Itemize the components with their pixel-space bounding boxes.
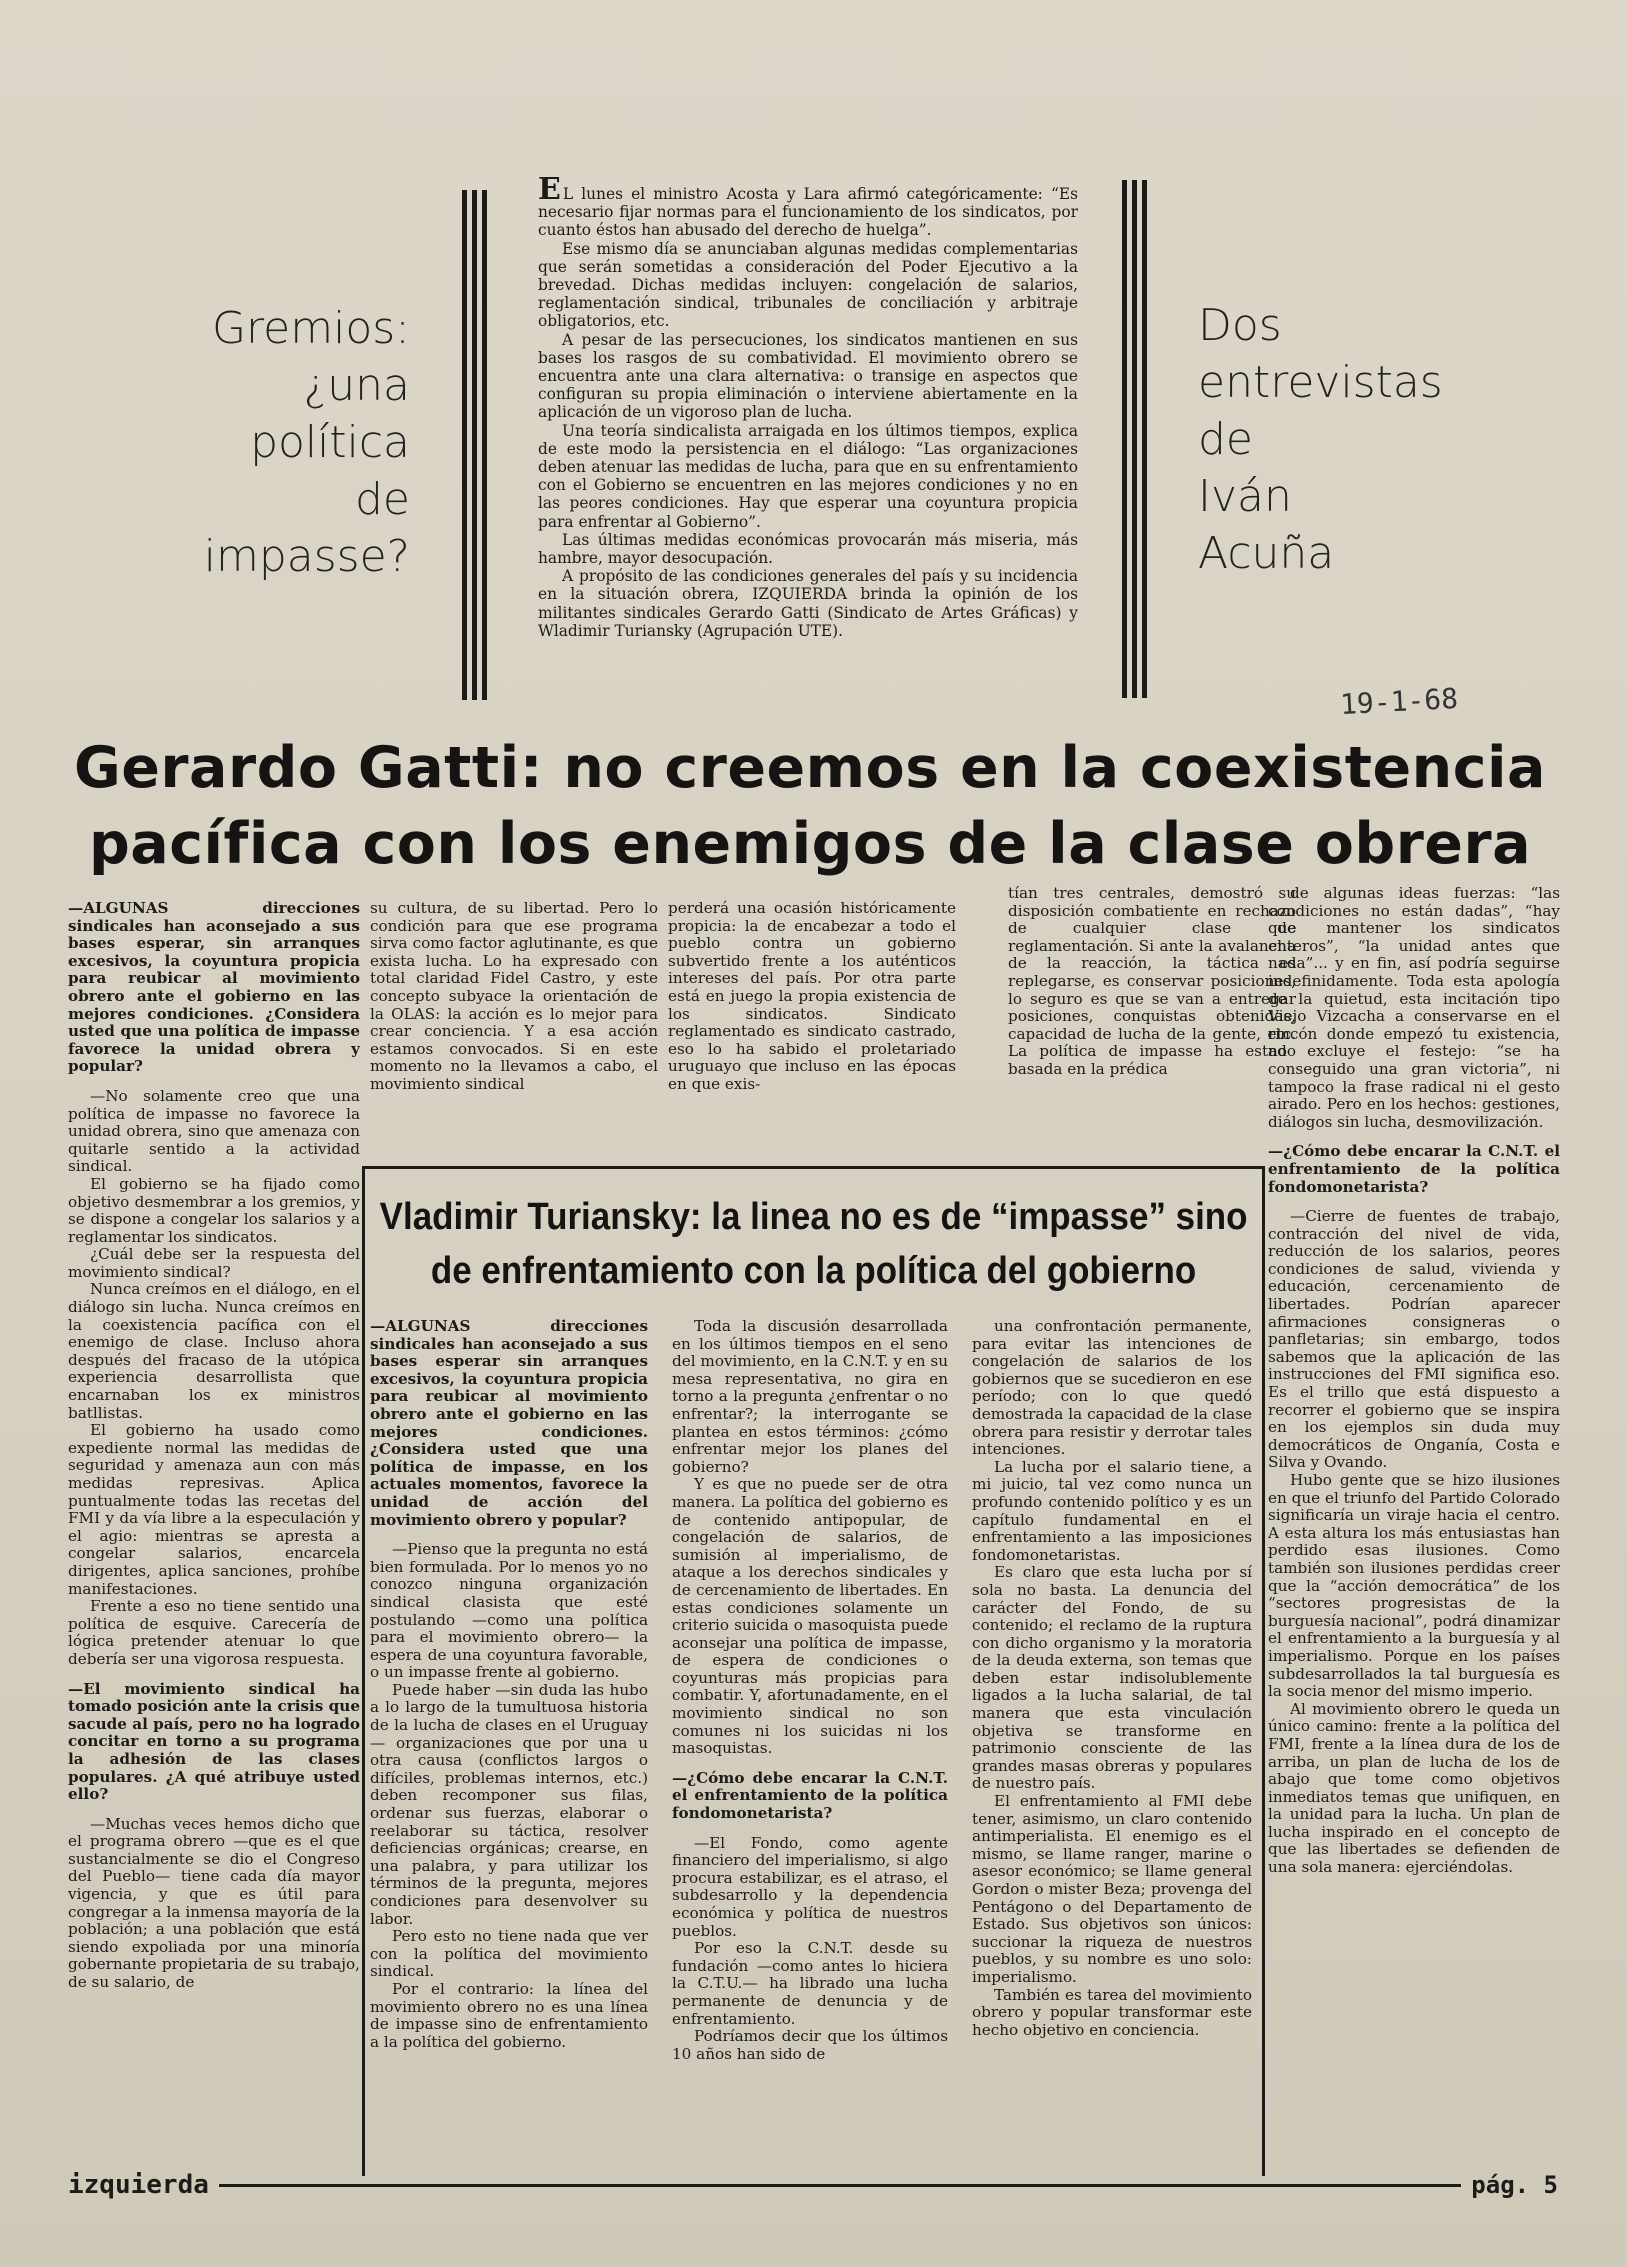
article-paragraph: Puede haber —sin duda las hubo a lo largo de la tumultuosa historia de la lucha de clases en el Uruguay— organizaciones que por una u otra causa (conflictos largos o difíciles, problemas internos, etc.) deben recomponer sus filas, ordenar sus fuerzas, elaborar o reelaborar su táctica, resolver deficiencias orgánicas; crearse, en una palabra, y para utilizar los términos de la pregunta, mejores condiciones para desenvolver su labor. [370,1680,648,1928]
article-paragraph: El gobierno ha usado como expediente normal las medidas de seguridad y amenaza aun con más medidas represivas. Aplica puntualmente todas las recetas del FMI y da vía libre a la especulación y el agio: mientras se apresta a congelar salarios, encarcela dirigentes, aplica sanciones, prohíbe manifestaciones. [68,1421,360,1598]
article-paragraph: Pero esto no tiene nada que ver con la política del movimiento sindical. [370,1927,648,1981]
gatti-column-4 [1008,885,1296,1162]
kicker-title [190,300,410,585]
interview-question: —ALGUNAS direcciones sindicales han aconsejado a sus bases esperar sin arranques excesivos, la coyuntura propicia para reubicar al movimiento obrero ante el gobierno en las mejores condiciones. ¿Considera usted que una política de impasse, en los actuales momentos, favorece la unidad de acción del movimiento obrero y popular? [370,1318,648,1529]
interview-question: —ALGUNAS direcciones sindicales han aconsejado a sus bases esperar, sin arranques excesivos, la coyuntura propicia para reubicar al movimiento obrero ante el gobierno en las mejores condiciones. ¿Considera usted que una política de impasse favorece la unidad obrera y popular? [68,900,360,1076]
turiansky-headline: Vladimir Turiansky: la linea no es de “impasse” sino de enfrentamiento con la política del gobierno [379,1196,1248,1292]
page-footer [68,2170,1558,2200]
gatti-column-5 [1268,885,1560,2157]
byline-line: Iván [1198,471,1292,522]
article-paragraph: Y es que no puede ser de otra manera. La política del gobierno es de contenido antipopular, de congelación de salarios, de sumisión al imperialismo, de ataque a los derechos sindicales y de cercenamiento de libertades. En estas condiciones solamente un criterio suicida o masoquista puede aconsejar una política de impasse, de espera de condiciones o coyunturas más propicias para combatir. Y, afortunadamente, en el movimiento sindical no son comunes ni los suicidas ni los masoquistas. [672,1475,948,1758]
kicker-line: política [250,417,410,468]
kicker-line: Gremios: [211,303,410,354]
byline-line: Acuña [1198,528,1335,579]
intro-paragraph: A pesar de las persecuciones, los sindicatos mantienen en sus bases los rasgos de su combatividad. El movimiento obrero se encuentra ante una clara alternativa: o transige en aspectos que configuran su propia eliminación o interviene abiertamente en la aplicación de un vigoroso plan de lucha. [538,330,1078,422]
turiansky-column-2 [672,1318,948,2168]
kicker-line: ¿una [303,360,410,411]
interview-question: —¿Cómo debe encarar la C.N.T. el enfrentamiento de la política fondomonetarista? [1268,1142,1560,1196]
gatti-column-3 [668,900,956,1162]
publication-name: izquierda [68,2170,209,2200]
turiansky-column-1 [370,1318,648,2168]
article-paragraph: de algunas ideas fuerzas: “las condiciones no están dadas”, “hay que mantener los sindicatos enteros”, “la unidad antes que nada”... y en fin, así podría seguirse indefinidamente. Toda esta apología de la quietud, esta incitación tipo Viejo Vizcacha a conservarse en el rincón donde empezó tu existencia, no excluye el festejo: “se ha conseguido una gran victoria”, ni tampoco la frase radical ni el gesto airado. Pero en los hechos: gestiones, diálogos sin lucha, desmovilización. [1268,885,1560,1131]
article-paragraph: su cultura, de su libertad. Pero lo condición para que ese programa sirva como factor aglutinante, es que exista lucha. Lo ha expresado con total claridad Fidel Castro, y este concepto subyace la orientación de la OLAS: la acción es lo mejor para crear conciencia. Y a esa acción estamos convocados. Si en este momento no la llevamos a cabo, el movimiento sindical [370,900,658,1093]
decorative-bars-right [1122,180,1147,698]
byline-line: entrevistas [1198,357,1443,408]
main-headline: Gerardo Gatti: no creemos en la coexistencia pacífica con los enemigos de la clase obrera [73,735,1547,877]
byline-line: de [1198,414,1253,465]
article-paragraph: El enfrentamiento al FMI debe tener, asimismo, un claro contenido antimperialista. El enemigo es el mismo, se llame ranger, marine o asesor económico; se llame general Gordon o mister Beza; provenga del Pentágono o del Departamento de Estado. Sus objetivos son únicos: succionar la riqueza de nuestros pueblos, y su nombre es uno solo: imperialismo. [972,1792,1252,1986]
intro-paragraph: Las últimas medidas económicas provocarán más miseria, más hambre, mayor desocupación. [538,530,1078,568]
turiansky-box-left-rule [362,1166,365,2176]
byline-line: Dos [1198,300,1282,351]
kicker-line: impasse? [203,531,410,582]
decorative-bars-left [462,190,487,700]
article-paragraph: También es tarea del movimiento obrero y popular transformar este hecho objetivo en conciencia. [972,1985,1252,2039]
intro-text [538,172,1078,640]
turiansky-column-3 [972,1318,1252,2168]
article-paragraph: —Pienso que la pregunta no está bien formulada. Por lo menos yo no conozco ninguna organización sindical clasista que esté postulando —como una política para el movimiento obrero— la espera de una coyuntura favorable, o un impasse frente al gobierno. [370,1540,648,1682]
footer-rule [219,2184,1461,2187]
kicker-line: de [355,474,410,525]
article-paragraph: Por el contrario: la línea del movimiento obrero no es una línea de impasse sino de enfrentamiento a la política del gobierno. [370,1979,648,2051]
article-paragraph: Es claro que esta lucha por sí sola no basta. La denuncia del carácter del Fondo, de su contenido; el reclamo de la ruptura con dicho organismo y la moratoria de la deuda externa, son temas que deben estar indisolublemente ligados a la lucha salarial, de tal manera que esta vinculación objetiva se transforme en patrimonio consciente de las grandes masas obreras y populares de nuestro país. [972,1563,1252,1793]
article-paragraph: perderá una ocasión históricamente propicia: la de encabezar a todo el pueblo contra un gobierno subvertido frente a los auténticos intereses del país. Por otra parte está en juego la propia existencia de los sindicatos. Sindicato reglamentado es sindicato castrado, eso lo ha sabido el proletariado uruguayo que incluso en las épocas en que exis- [668,900,956,1093]
article-paragraph: —Cierre de fuentes de trabajo, contracción del nivel de vida, reducción de los salarios, peores condiciones de salud, vivienda y educación, cercenamiento de libertades. Podrían aparecer afirmaciones consigneras o panfletarias; sin embargo, todos sabemos que la aplicación de las instrucciones del FMI significa eso. Es el trillo que está dispuesto a recorrer el gobierno que se inspira en los ejemplos sin duda muy democráticos de Onganía, Costa e Silva y Ovando. [1268,1207,1560,1472]
interview-question: —¿Cómo debe encarar la C.N.T. el enfrentamiento de la política fondomonetarista? [672,1768,948,1823]
article-paragraph: Al movimiento obrero le queda un único camino: frente a la política del FMI, frente a la línea dura de los de arriba, un plan de lucha de los de abajo que tome como objetivos inmediatos temas que unifiquen, en la unidad para la lucha. Un plan de lucha inspirado en el concepto de que las libertades se defienden de una sola manera: ejerciéndolas. [1268,1699,1560,1877]
article-paragraph: La lucha por el salario tiene, a mi juicio, tal vez como nunca un profundo contenido político y es un capítulo fundamental en el enfrentamiento a las imposiciones fondomonetaristas. [972,1457,1252,1564]
gatti-column-2 [370,900,658,1162]
article-paragraph: El gobierno se ha fijado como objetivo desmembrar a los gremios, y se dispone a congelar los salarios y a reglamentar los sindicatos. [68,1174,360,1246]
article-paragraph: Podríamos decir que los últimos 10 años han sido de [672,2027,948,2063]
article-paragraph: —No solamente creo que una política de impasse no favorece la unidad obrera, sino que amenaza con quitarle sentido a la actividad sindical. [68,1086,360,1176]
article-paragraph: —El Fondo, como agente financiero del imperialismo, si algo procura estabilizar, es el atraso, el subdesarrollo y la dependencia económica y política de nuestros pueblos. [672,1833,948,1940]
article-paragraph: Por eso la C.N.T. desde su fundación —como antes lo hiciera la C.T.U.— ha librado una lucha permanente de denuncia y de enfrentamiento. [672,1939,948,2028]
article-paragraph: tían tres centrales, demostró su disposición combatiente en rechazo de cualquier clase de reglamentación. Si ante la avalancha de la reacción, la táctica es replegarse, es conservar posiciones, lo seguro es que se van a entregar posiciones, conquistas obtenidas, capacidad de lucha de la gente, etc. La política de impasse ha estado basada en la prédica [1008,885,1296,1078]
turiansky-box-right-rule [1262,1166,1265,2176]
article-paragraph: Nunca creímos en el diálogo, en el diálogo sin lucha. Nunca creímos en la coexistencia pacífica con el enemigo de clase. Incluso ahora después del fracaso de la utópica experiencia desarrollista que encarnaban los ex ministros batllistas. [68,1280,360,1422]
kicker-byline [1198,297,1458,582]
intro-paragraph: A propósito de las condiciones generales del país y su incidencia en la situación obrera, IZQUIERDA brinda la opinión de los militantes sindicales Gerardo Gatti (Sindicato de Artes Gráficas) y Wladimir Turiansky (Agrupación UTE). [538,567,1078,640]
gatti-column-1 [68,900,360,2172]
intro-paragraph: E L lunes el ministro Acosta y Lara afirmó categóricamente: “Es necesario fijar normas para el funcionamiento de los sindicatos, por cuanto éstos han abusado del derecho de huelga”. [538,172,1078,240]
article-paragraph: Hubo gente que se hizo ilusiones en que el triunfo del Partido Colorado significaría un viraje hacia el centro. A esta altura los más entusiastas han perdido esas ilusiones. Como también son ilusiones perdidas creer que la “acción democrática” de los “sectores progresistas de la burguesía nacional”, podrá dinamizar el enfrentamiento a la burguesía y al imperialismo. Porque en los países subdesarrollados la tal burguesía es la socia menor del mismo imperio. [1268,1471,1560,1701]
intro-paragraph: Ese mismo día se anunciaban algunas medidas complementarias que serán sometidas a consideración del Poder Ejecutivo a la brevedad. Dichas medidas incluyen: congelación de salarios, reglamentación sindical, tribunales de conciliación y arbitraje obligatorios, etc. [538,239,1078,331]
article-paragraph: Frente a eso no tiene sentido una política de esquive. Carecería de lógica pretender atenuar lo que debería ser una vigorosa respuesta. [68,1597,360,1668]
article-paragraph: una confrontación permanente, para evitar las intenciones de congelación de salarios de los gobiernos que se sucedieron en ese período; con lo que quedó demostrada la capacidad de la clase obrera para resistir y derrotar tales intenciones. [972,1318,1252,1459]
interview-question: —El movimiento sindical ha tomado posición ante la crisis que sacude al país, pero no ha logrado concitar en torno a su programa la adhesión de las clases populares. ¿A qué atribuye usted ello? [68,1679,360,1804]
page-number: pág. 5 [1471,2171,1558,2199]
article-paragraph: —Muchas veces hemos dicho que el programa obrero —que es el que sustancialmente se dio el Congreso del Pueblo— tiene cada día mayor vigencia, y que es útil para congregar a la inmensa mayoría de la población; a una población que está siendo expoliada por una minoría gobernante propietaria de su trabajo, de su salario, de [68,1814,360,1992]
turiansky-box-rule [362,1166,1262,1186]
intro-paragraph: Una teoría sindicalista arraigada en los últimos tiempos, explica de este modo la persistencia en el diálogo: “Las organizaciones deben atenuar las medidas de lucha, para que en su enfrentamiento con el Gobierno se encuentren en las mejores condiciones y no en las peores condiciones. Hay que esperar una coyuntura propicia para enfrentar al Gobierno”. [538,421,1078,531]
article-paragraph: ¿Cuál debe ser la respuesta del movimiento sindical? [68,1245,360,1281]
handwritten-date: 19-1-68 [1339,681,1459,722]
drop-cap: E [538,172,561,207]
article-paragraph: Toda la discusión desarrollada en los últimos tiempos en el seno del movimiento, en la C.N.T. y en su mesa representativa, no gira en torno a la pregunta ¿enfrentar o no enfrentar?; la interrogante se plantea en estos términos: ¿cómo enfrentar mejor los planes del gobierno? [672,1318,948,1476]
